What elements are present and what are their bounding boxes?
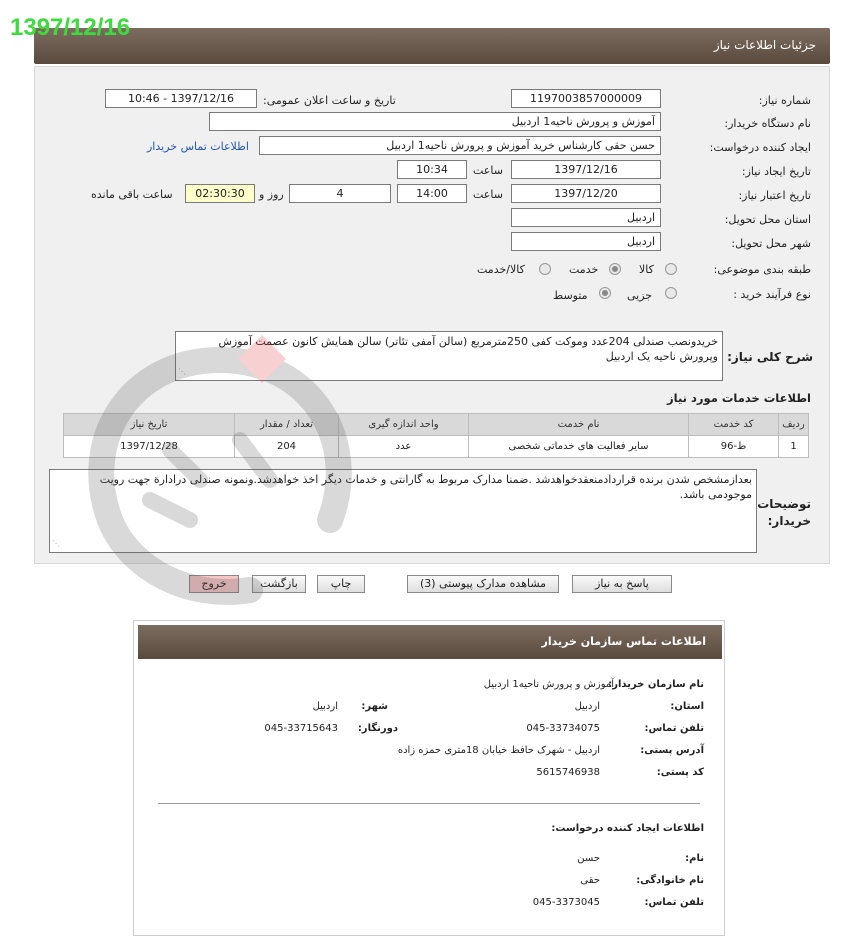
page-title: جزئیات اطلاعات نیاز [713, 38, 816, 52]
fax-value: 045-33715643 [264, 723, 338, 734]
buyer-contact-link[interactable]: اطلاعات تماس خریدار [147, 140, 249, 153]
phone-value: 045-33734075 [526, 723, 600, 734]
cell-service-code: ط-96 [689, 436, 779, 458]
remaining-label: ساعت باقی مانده [91, 188, 173, 201]
radio-minor[interactable] [665, 287, 677, 299]
creator-label: ایجاد کننده درخواست: [709, 141, 811, 154]
description-label: شرح کلی نیاز: [727, 350, 813, 364]
print-button[interactable]: چاپ [317, 575, 365, 593]
announce-field: 1397/12/16 - 10:46 [105, 89, 257, 108]
validity-time-field: 14:00 [397, 184, 467, 203]
create-time-field: 10:34 [397, 160, 467, 179]
announce-label: تاریخ و ساعت اعلان عمومی: [263, 94, 396, 107]
creator-field: حسن حقی کارشناس خرید آموزش و پرورش ناحیه1 اردبیل [259, 136, 661, 155]
cell-need-date: 1397/12/28 [64, 436, 235, 458]
details-panel [34, 66, 830, 590]
radio-goods[interactable] [665, 263, 677, 275]
create-date-field: 1397/12/16 [511, 160, 661, 179]
org-value: آموزش و پرورش ناحیه1 اردبیل [483, 679, 614, 690]
services-title: اطلاعات خدمات مورد نیاز [667, 391, 811, 405]
buyer-notes-label-1: توضیحات [757, 497, 811, 511]
buyer-notes-label-2: خریدار: [767, 514, 811, 528]
col-header: واحد اندازه گیری [339, 414, 469, 436]
fax-label: دورنگار: [357, 723, 398, 734]
family-label: نام خانوادگی: [636, 875, 704, 886]
radio-minor-label: جزیی [627, 289, 653, 302]
cell-service-name: سایر فعالیت های خدماتی شخصی [469, 436, 689, 458]
radio-service[interactable] [609, 263, 621, 275]
contact-title: اطلاعات تماس سازمان خریدار [541, 635, 706, 648]
validity-date-label: تاریخ اعتبار نیاز: [738, 189, 811, 202]
address-label: آدرس پستی: [640, 745, 704, 756]
radio-medium-label: متوسط [553, 289, 588, 302]
radio-goods-label: کالا [639, 263, 654, 276]
process-label: نوع فرآیند خرید : [733, 288, 811, 301]
province-label: استان محل تحویل: [724, 213, 811, 226]
description-textarea [175, 331, 723, 381]
col-header: تاریخ نیاز [64, 414, 235, 436]
cell-quantity: 204 [235, 436, 339, 458]
creator-info-title: اطلاعات ایجاد کننده درخواست: [551, 823, 704, 834]
buyer-notes-textarea [49, 469, 757, 553]
services-table [63, 413, 809, 458]
buyer-notes-text: بعدازمشخص شدن برنده قراردادمنعقدخواهدشد .ضمنا مدارک مربوط به گارانتی و خدمات دیگر اخذ خواهدشد.ونمونه صندلی درادارة جهت رویت موجودمی باشد. [99, 473, 752, 501]
resize-grip-icon: ⋰ [178, 367, 186, 376]
col-header: تعداد / مقدار [235, 414, 339, 436]
creator-phone-label: تلفن تماس: [644, 897, 704, 908]
attachments-button[interactable]: مشاهده مدارک پیوستی (3) [407, 575, 559, 593]
name-value: حسن [577, 853, 600, 864]
reply-button[interactable]: پاسخ به نیاز [572, 575, 672, 593]
resize-grip-icon: ⋰ [52, 539, 60, 548]
col-header: ردیف [779, 414, 809, 436]
name-label: نام: [685, 853, 704, 864]
exit-button[interactable]: خروج [189, 575, 239, 593]
buyer-contact-panel [133, 620, 725, 936]
radio-goods-service[interactable] [539, 263, 551, 275]
cell-unit: عدد [339, 436, 469, 458]
create-time-label: ساعت [473, 164, 503, 177]
col-header: نام خدمت [469, 414, 689, 436]
page-header [34, 28, 830, 64]
postal-label: کد پستی: [656, 767, 704, 778]
radio-service-label: خدمت [569, 263, 599, 276]
category-label: طبقه بندی موضوعی: [713, 263, 811, 276]
description-text: خریدونصب صندلی 204عدد وموکت کفی 250مترمربع (سالن آمفی تئاتر) سالن همایش کانون عصمت آموزش وپرورش ناحیه یک اردبیل [218, 335, 718, 363]
date-stamp: 1397/12/16 [10, 14, 131, 41]
table-row [64, 436, 809, 458]
city-label: شهر: [361, 701, 388, 712]
create-date-label: تاریخ ایجاد نیاز: [741, 165, 811, 178]
divider [158, 803, 700, 804]
col-header: کد خدمت [689, 414, 779, 436]
radio-goods-service-label: کالا/خدمت [477, 263, 525, 276]
services-header-row [64, 414, 809, 436]
need-number-label: شماره نیاز: [758, 94, 811, 107]
validity-date-field: 1397/12/20 [511, 184, 661, 203]
days-label: روز و [259, 188, 284, 201]
buyer-org-label: نام دستگاه خریدار: [724, 117, 811, 130]
org-label: نام سازمان خریدار: [608, 679, 704, 690]
radio-medium[interactable] [599, 287, 611, 299]
creator-phone-value: 045-3373045 [532, 897, 600, 908]
city-label: شهر محل تحویل: [731, 237, 811, 250]
postal-value: 5615746938 [536, 767, 600, 778]
cell-row-number: 1 [779, 436, 809, 458]
family-value: حقی [580, 875, 600, 886]
buyer-org-field: آموزش و پرورش ناحیه1 اردبیل [209, 112, 661, 131]
province-value: اردبیل [574, 701, 600, 712]
days-field: 4 [289, 184, 391, 203]
city-field: اردبیل [511, 232, 661, 251]
phone-label: تلفن تماس: [644, 723, 704, 734]
city-value: اردبیل [312, 701, 338, 712]
validity-time-label: ساعت [473, 188, 503, 201]
need-number-field: 1197003857000009 [511, 89, 661, 108]
contact-header [138, 625, 722, 659]
back-button[interactable]: بازگشت [252, 575, 306, 593]
province-label: استان: [670, 701, 704, 712]
remaining-time-field: 02:30:30 [185, 184, 255, 203]
province-field: اردبیل [511, 208, 661, 227]
address-value: اردبیل - شهرک حافظ خیابان 18متری حمزه زاده [397, 745, 600, 756]
